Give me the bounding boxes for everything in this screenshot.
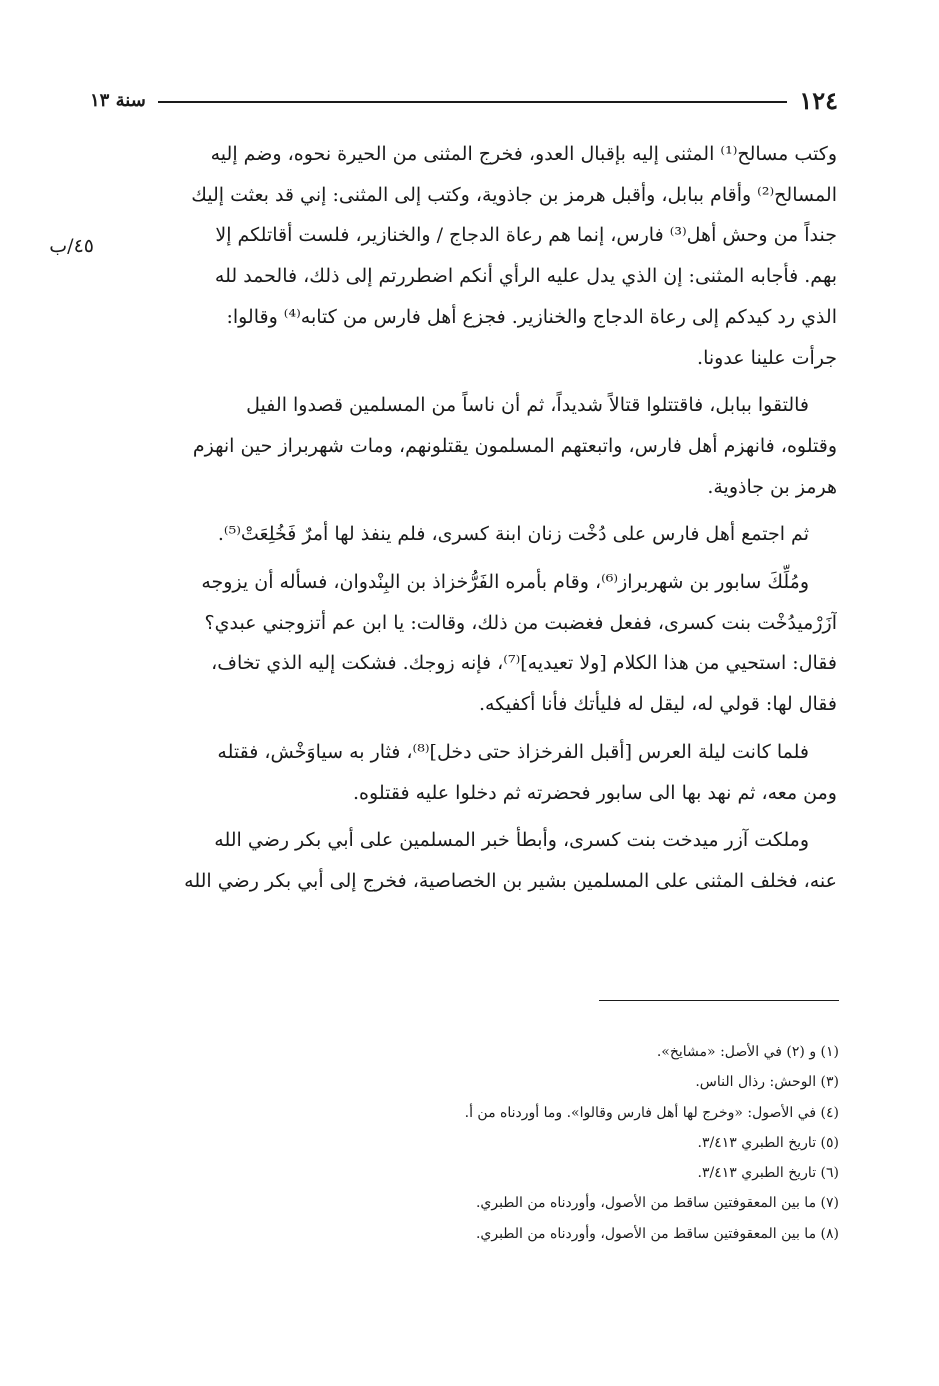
main-text [95,134,837,909]
text-line: ومُلِّكَ سابور بن شهربراز⁽⁶⁾، وقام بأمره الفَرُّخزاذ بن البِنْدوان، فسأله أن يزوجه [201,571,809,594]
paragraph [95,562,837,725]
text-line: جرأت علينا عدونا. [697,346,837,369]
page-number: ١٢٤ [799,85,838,115]
margin-folio-note: ٤٥/ب [49,235,94,257]
paragraph [95,514,837,555]
header-rule [158,101,788,103]
footnote: (٤) في الأصول: «وخرج لها أهل فارس وقالوا». وما أوردناه من أ. [464,1104,839,1121]
footnote: (٨) ما بين المعقوفتين ساقط من الأصول، وأوردناه من الطبري. [475,1225,839,1242]
text-line: جنداً من وحش أهل⁽³⁾ فارس، إنما هم رعاة الدجاج / والخنازير، فلست أقاتلكم إلا [215,224,837,247]
footnote: (٥) تاريخ الطبري ٣/٤١٣. [697,1134,839,1151]
paragraph [95,134,837,378]
text-line: ومن معه، ثم نهد بها الى سابور فحضرته ثم دخلوا عليه فقتلوه. [353,781,837,804]
year-label: سنة ١٣ [90,89,146,111]
footnote: (٦) تاريخ الطبري ٣/٤١٣. [697,1165,839,1182]
text-line: وملكت آزر ميدخت بنت كسرى، وأبطأ خبر المسلمين على أبي بكر رضي الله [214,829,809,852]
text-line: وقتلوه، فانهزم أهل فارس، واتبعتهم المسلمون يقتلونهم، ومات شهربراز حين انهزم [192,434,837,457]
running-header [90,84,838,116]
text-line: فالتقوا ببابل، فاقتتلوا قتالاً شديداً، ثم أن ناساً من المسلمين قصدوا الفيل [246,394,809,417]
footnotes [99,1037,839,1249]
text-line: فقال: استحيي من هذا الكلام [ولا تعيديه]⁽⁷⁾، فإنه زوجك. فشكت إليه الذي تخاف، [211,652,837,675]
text-line: ثم اجتمع أهل فارس على دُخْت زنان ابنة كسرى، فلم ينفذ لها أمرٌ فَخُلِعَتْ⁽⁵⁾. [217,523,809,546]
text-line: عنه، فخلف المثنى على المسلمين بشير بن الخصاصية، فخرج إلى أبي بكر رضي الله [184,869,837,892]
text-line: الذي رد كيدكم إلى رعاة الدجاج والخنازير. فجزع أهل فارس من كتابه⁽⁴⁾ وقالوا: [226,305,837,328]
text-line: وكتب مسالح⁽¹⁾ المثنى إليه بإقبال العدو، فخرج المثنى من الحيرة نحوه، وضم إليه [210,143,837,165]
paragraph [95,820,837,901]
footnote-separator [599,1000,839,1001]
paragraph [95,732,837,813]
text-line: آزَرْميدُخْت بنت كسرى، ففعل فغضبت من ذلك، وقالت: يا ابن عم أتزوجني عبدي؟ [204,611,837,634]
text-line: هرمز بن جاذوية. [707,475,837,498]
footnote: (١) و (٢) في الأصل: «مشايخ». [656,1044,839,1060]
footnote: (٣) الوحش: رذال الناس. [695,1074,839,1091]
text-line: بهم. فأجابه المثنى: إن الذي يدل عليه الرأي أنكم اضطررتم إلى ذلك، فالحمد لله [214,265,837,288]
text-line: فلما كانت ليلة العرس [أقبل الفرخزاذ حتى دخل]⁽⁸⁾، فثار به سياوَخْش، فقتله [217,740,809,763]
footnote: (٧) ما بين المعقوفتين ساقط من الأصول، وأوردناه من الطبري. [475,1195,839,1212]
text-line: المسالح⁽²⁾ وأقام ببابل، وأقبل هرمز بن جاذوية، وكتب إلى المثنى: إني قد بعثت إليك [191,183,837,206]
text-line: فقال لها: قولي له، ليقل له فليأتك فأنا أكفيكه. [478,693,837,716]
paragraph [95,385,837,507]
